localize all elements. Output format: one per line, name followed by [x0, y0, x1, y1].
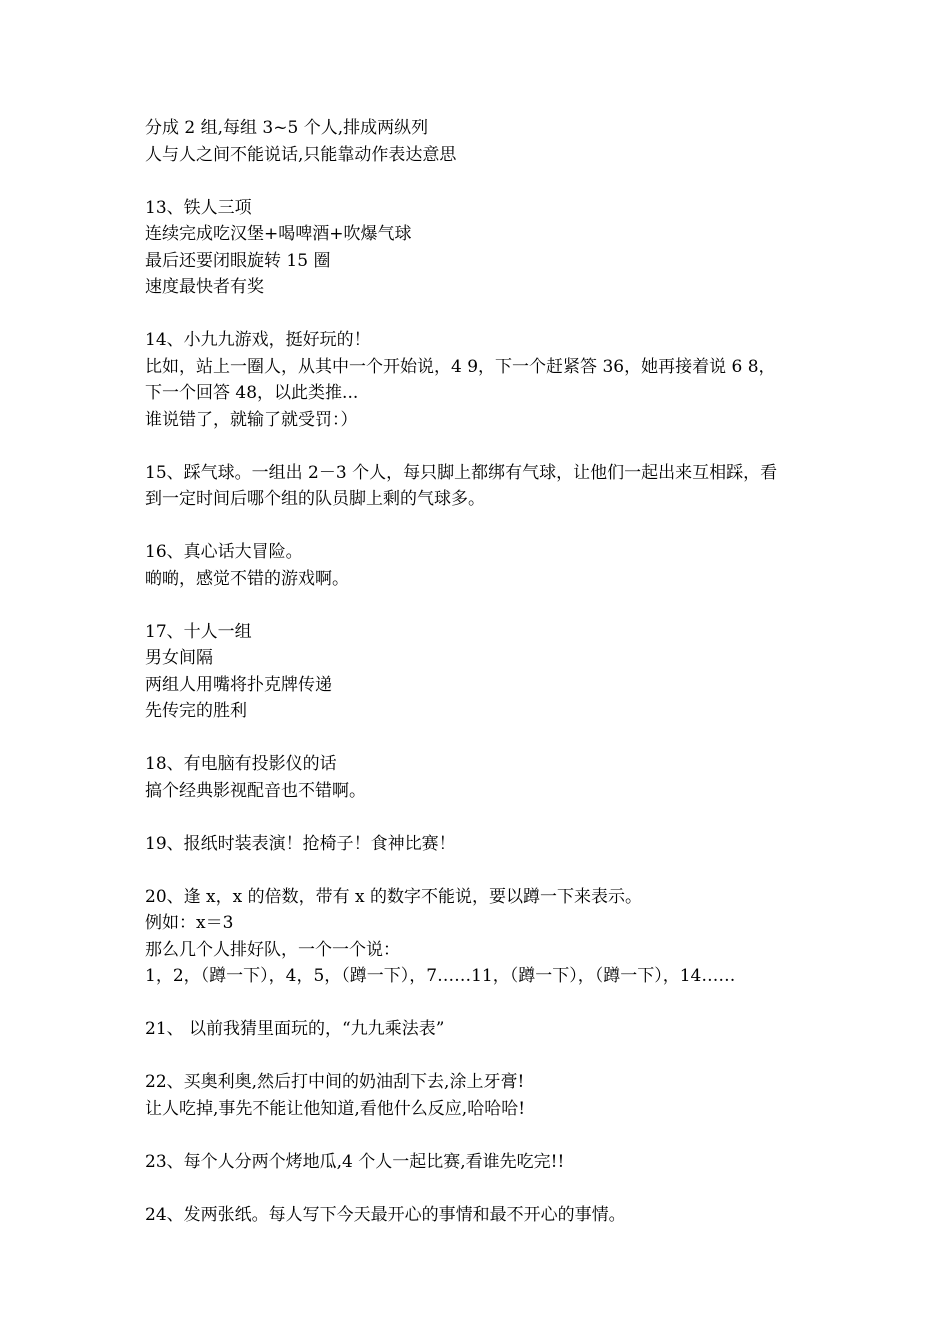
- item-heading: 17、十人一组: [145, 621, 252, 642]
- item-heading: 18、有电脑有投影仪的话: [145, 754, 337, 774]
- text-line: 搞个经典影视配音也不错啊。: [145, 780, 366, 801]
- paragraph-item-24: [145, 1202, 825, 1229]
- paragraph-item-17: [145, 619, 825, 725]
- paragraph-item-22: [145, 1069, 825, 1122]
- paragraph-item-23: [145, 1149, 825, 1176]
- text-line: 下一个回答 48，以此类推...: [145, 383, 359, 403]
- paragraph-item-20: [145, 884, 825, 990]
- item-heading: 21、 以前我猜里面玩的，“九九乘法表”: [145, 1019, 445, 1039]
- text-line: 分成 2 组,每组 3~5 个人,排成两纵列: [145, 118, 429, 138]
- text-line: 例如：x＝3: [145, 913, 234, 933]
- text-line: 两组人用嘴将扑克牌传递: [145, 674, 332, 695]
- text-line: 速度最快者有奖: [145, 277, 264, 297]
- item-heading: 13、铁人三项: [145, 197, 252, 218]
- document-body: [145, 115, 825, 1255]
- paragraph-grouping-intro: [145, 115, 825, 168]
- text-line: 最后还要闭眼旋转 15 圈: [145, 250, 331, 271]
- paragraph-item-15: [145, 460, 825, 513]
- paragraph-item-14: [145, 327, 825, 433]
- text-line: 让人吃掉,事先不能让他知道,看他什么反应,哈哈哈!: [145, 1098, 526, 1119]
- item-heading: 15、踩气球。一组出 2－3 个人，每只脚上都绑有气球，让他们一起出来互相踩，看: [145, 462, 778, 483]
- text-line: 先传完的胜利: [145, 701, 247, 721]
- text-line: 1，2，（蹲一下），4，5，（蹲一下），7……11，（蹲一下），（蹲一下），14……: [145, 966, 736, 986]
- item-heading: 24、发两张纸。每人写下今天最开心的事情和最不开心的事情。: [145, 1204, 626, 1225]
- item-heading: 19、报纸时装表演！抢椅子！食神比赛！: [145, 833, 456, 854]
- paragraph-item-18: [145, 751, 825, 804]
- paragraph-item-21: [145, 1016, 825, 1043]
- item-heading: 20、逢 x，x 的倍数，带有 x 的数字不能说，要以蹲一下来表示。: [145, 886, 643, 907]
- text-line: 连续完成吃汉堡+喝啤酒+吹爆气球: [145, 224, 412, 244]
- text-line: 啲啲，感觉不错的游戏啊。: [145, 568, 349, 589]
- item-heading: 23、每个人分两个烤地瓜,4 个人一起比赛,看谁先吃完!!: [145, 1151, 565, 1172]
- text-line: 谁说错了，就输了就受罚：）: [145, 409, 358, 430]
- paragraph-item-19: [145, 831, 825, 858]
- text-line: 人与人之间不能说话,只能靠动作表达意思: [145, 144, 457, 165]
- paragraph-item-13: [145, 195, 825, 301]
- item-heading: 16、真心话大冒险。: [145, 542, 303, 562]
- text-line: 男女间隔: [145, 648, 213, 668]
- text-line: 到一定时间后哪个组的队员脚上剩的气球多。: [145, 489, 485, 509]
- paragraph-item-16: [145, 539, 825, 592]
- item-heading: 14、小九九游戏，挺好玩的！: [145, 330, 371, 350]
- item-heading: 22、买奥利奥,然后打中间的奶油刮下去,涂上牙膏!: [145, 1072, 525, 1092]
- text-line: 那么几个人排好队，一个一个说：: [145, 939, 400, 960]
- text-line: 比如，站上一圈人，从其中一个开始说，4 9，下一个赶紧答 36，她再接着说 6 8，: [145, 356, 776, 377]
